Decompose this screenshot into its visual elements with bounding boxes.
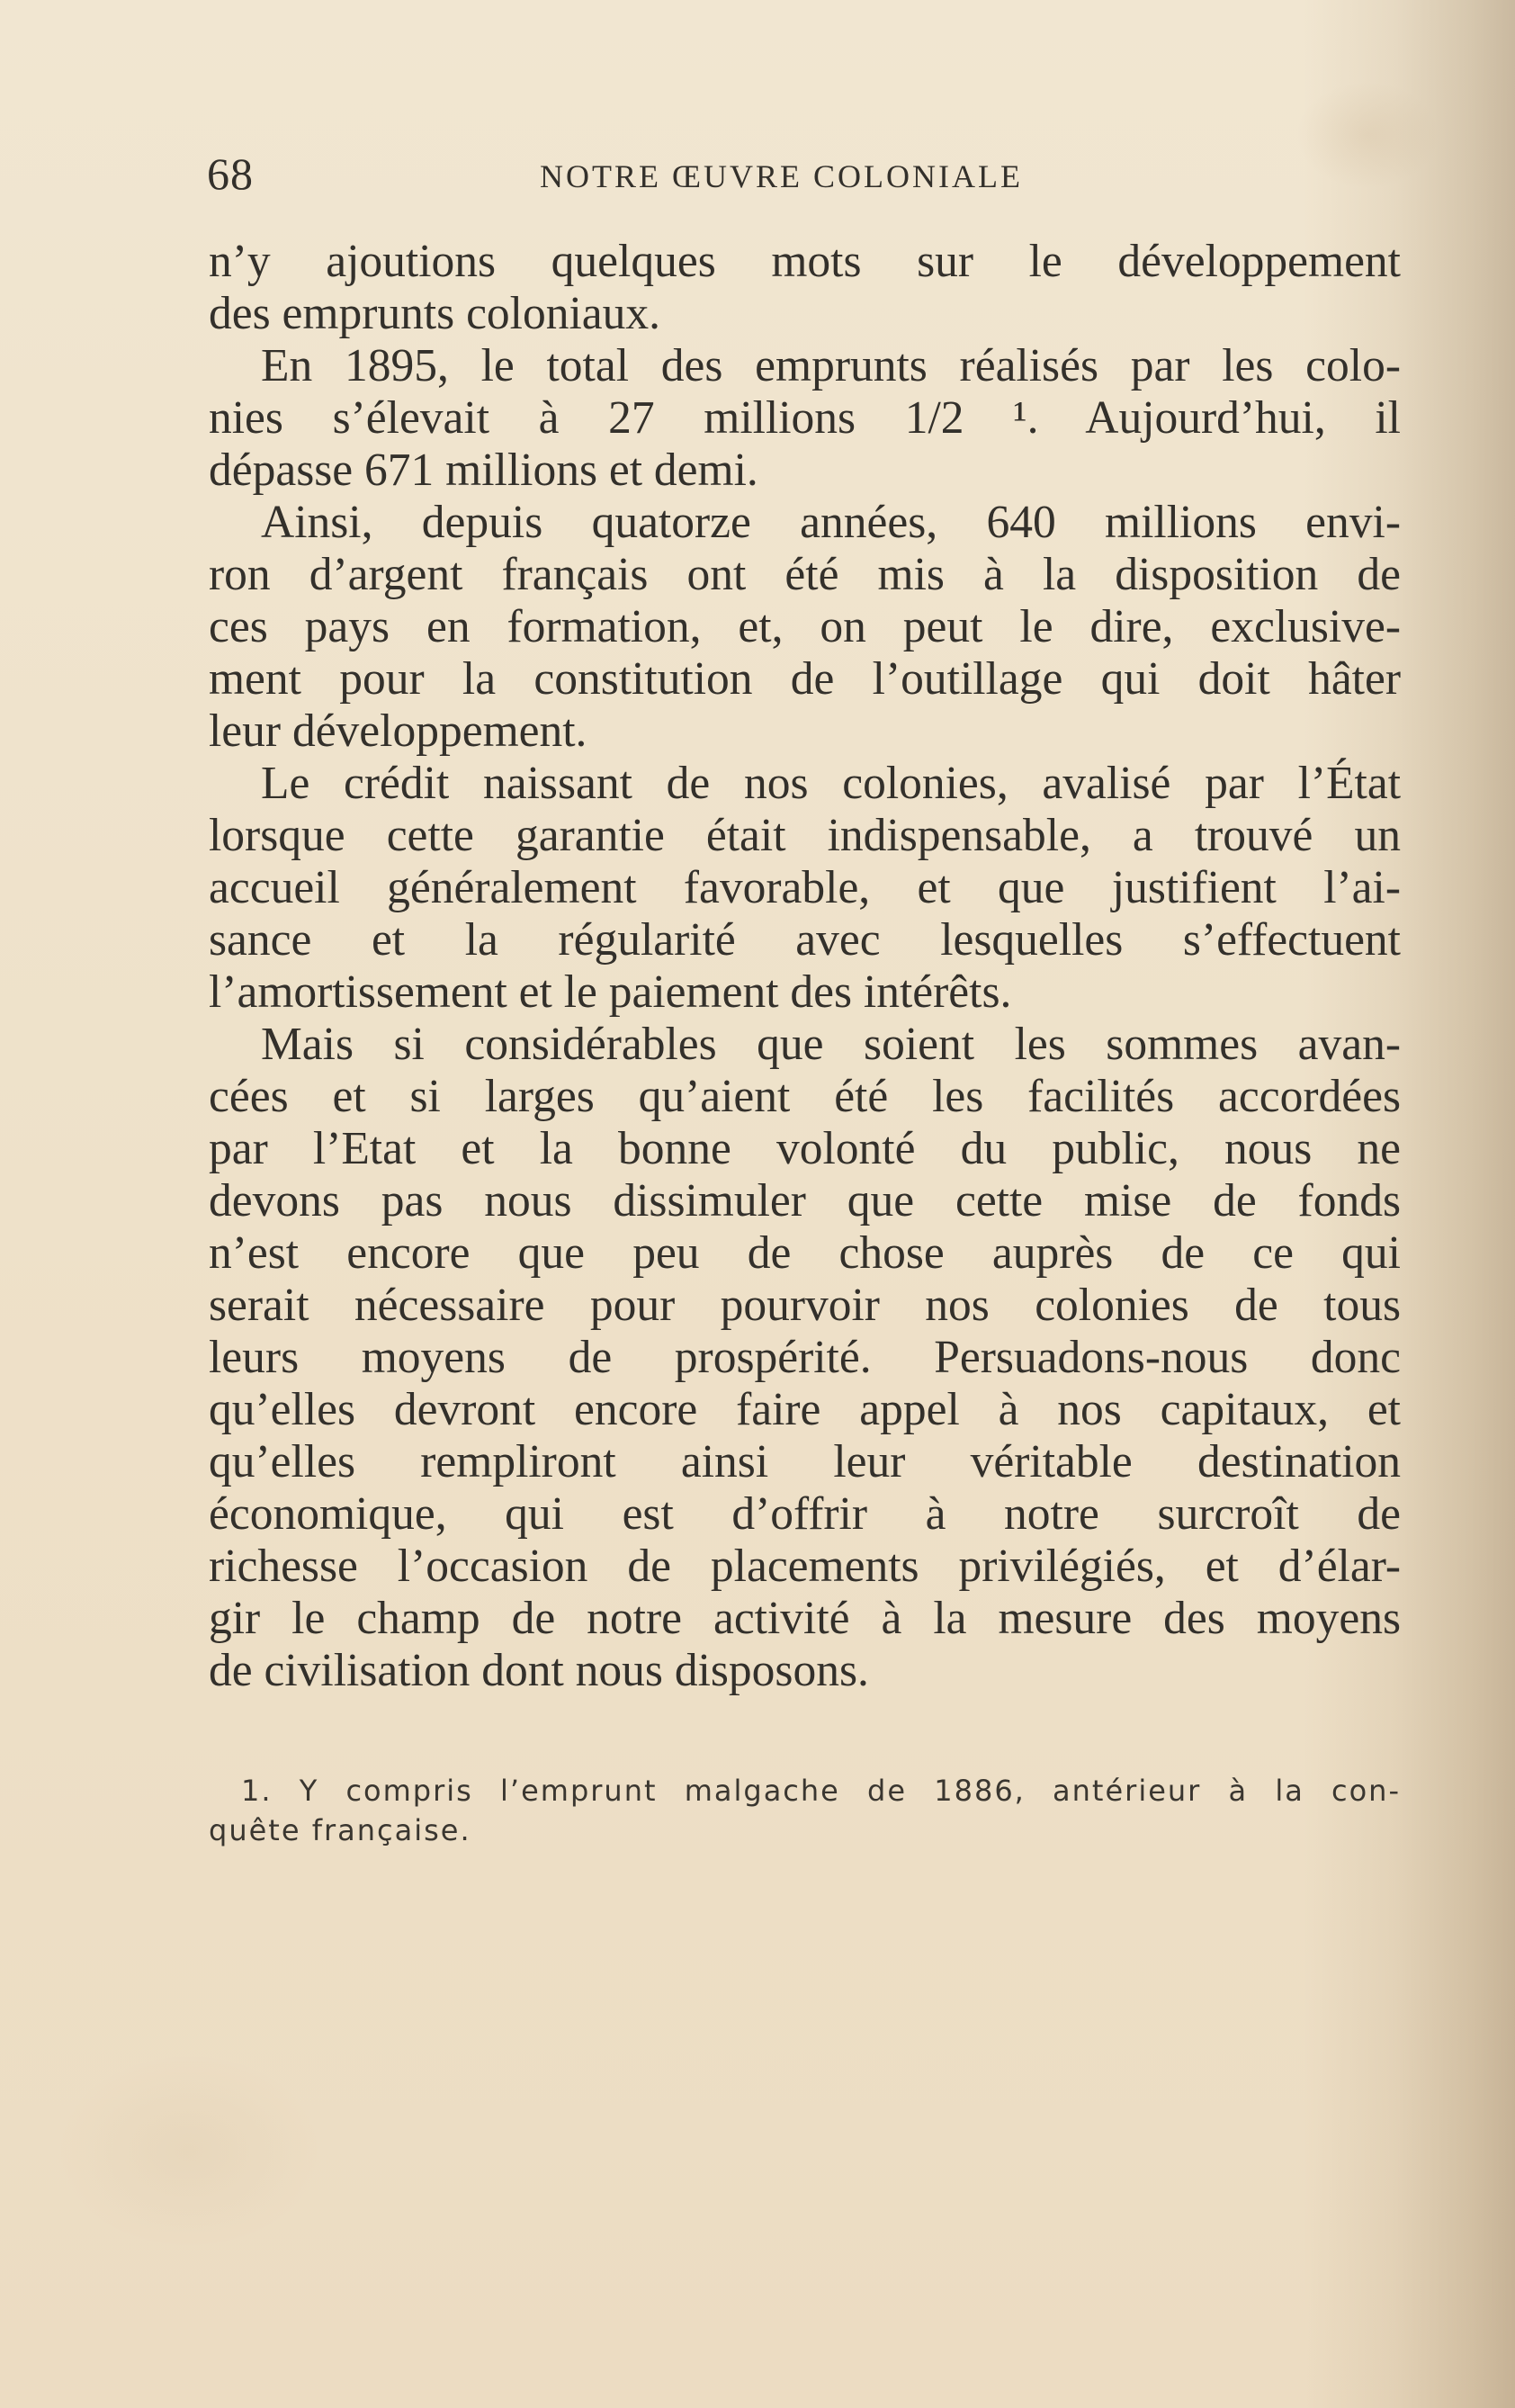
text-line: devons pas nous dissimuler que cette mise de fonds [209, 1175, 1401, 1226]
text-line: ron d’argent français ont été mis à la disposition de [209, 549, 1401, 600]
text-line: ment pour la constitution de l’outillage qui doit hâter [209, 653, 1401, 705]
text-line: Mais si considérables que soient les sommes avan- [261, 1019, 1401, 1070]
text-line: qu’elles rempliront ainsi leur véritable destination [209, 1436, 1401, 1487]
text-line: sance et la régularité avec lesquelles s’effectuent [209, 914, 1401, 966]
text-line: leurs moyens de prospérité. Persuadons-nous donc [209, 1332, 1401, 1383]
text-line: cées et si larges qu’aient été les facilités accordées [209, 1071, 1401, 1122]
running-title: NOTRE ŒUVRE COLONIALE [540, 158, 1023, 194]
text-line: lorsque cette garantie était indispensable, a trouvé un [209, 810, 1401, 861]
text-line: l’amortissement et le paiement des intérêts. [209, 966, 1012, 1018]
text-line: ces pays en formation, et, on peut le dire, exclusive- [209, 601, 1401, 652]
text-line: leur développement. [209, 705, 587, 757]
text-line: qu’elles devront encore faire appel à nos capitaux, et [209, 1384, 1401, 1435]
paper-stain [54, 2052, 324, 2250]
text-line: Le crédit naissant de nos colonies, avalisé par l’État [261, 758, 1401, 809]
body-text [209, 236, 1401, 1697]
text-line: par l’Etat et la bonne volonté du public, nous ne [209, 1123, 1401, 1174]
text-line: En 1895, le total des emprunts réalisés par les colo- [261, 340, 1401, 391]
page-number: 68 [207, 148, 254, 199]
footnote-line: 1. Y compris l’emprunt malgache de 1886, antérieur à la con- [241, 1774, 1401, 1808]
text-line: n’y ajoutions quelques mots sur le développement [209, 236, 1401, 287]
text-line: dépasse 671 millions et demi. [209, 445, 758, 496]
text-line: accueil généralement favorable, et que justifient l’ai- [209, 862, 1401, 913]
text-line: n’est encore que peu de chose auprès de ce qui [209, 1227, 1401, 1279]
text-line: Ainsi, depuis quatorze années, 640 millions envi- [261, 497, 1401, 548]
paper-stain [1295, 81, 1439, 189]
text-line: économique, qui est d’offrir à notre surcroît de [209, 1488, 1401, 1540]
text-line: des emprunts coloniaux. [209, 288, 661, 339]
text-line: de civilisation dont nous disposons. [209, 1645, 869, 1696]
text-line: gir le champ de notre activité à la mesure des moyens [209, 1593, 1401, 1644]
footnote-line: quête française. [209, 1813, 471, 1847]
text-line: serait nécessaire pour pourvoir nos colonies de tous [209, 1280, 1401, 1331]
footnote [209, 1771, 1401, 1850]
text-line: richesse l’occasion de placements privilégiés, et d’élar- [209, 1541, 1401, 1592]
text-line: nies s’élevait à 27 millions 1/2 ¹. Aujourd’hui, il [209, 392, 1401, 444]
